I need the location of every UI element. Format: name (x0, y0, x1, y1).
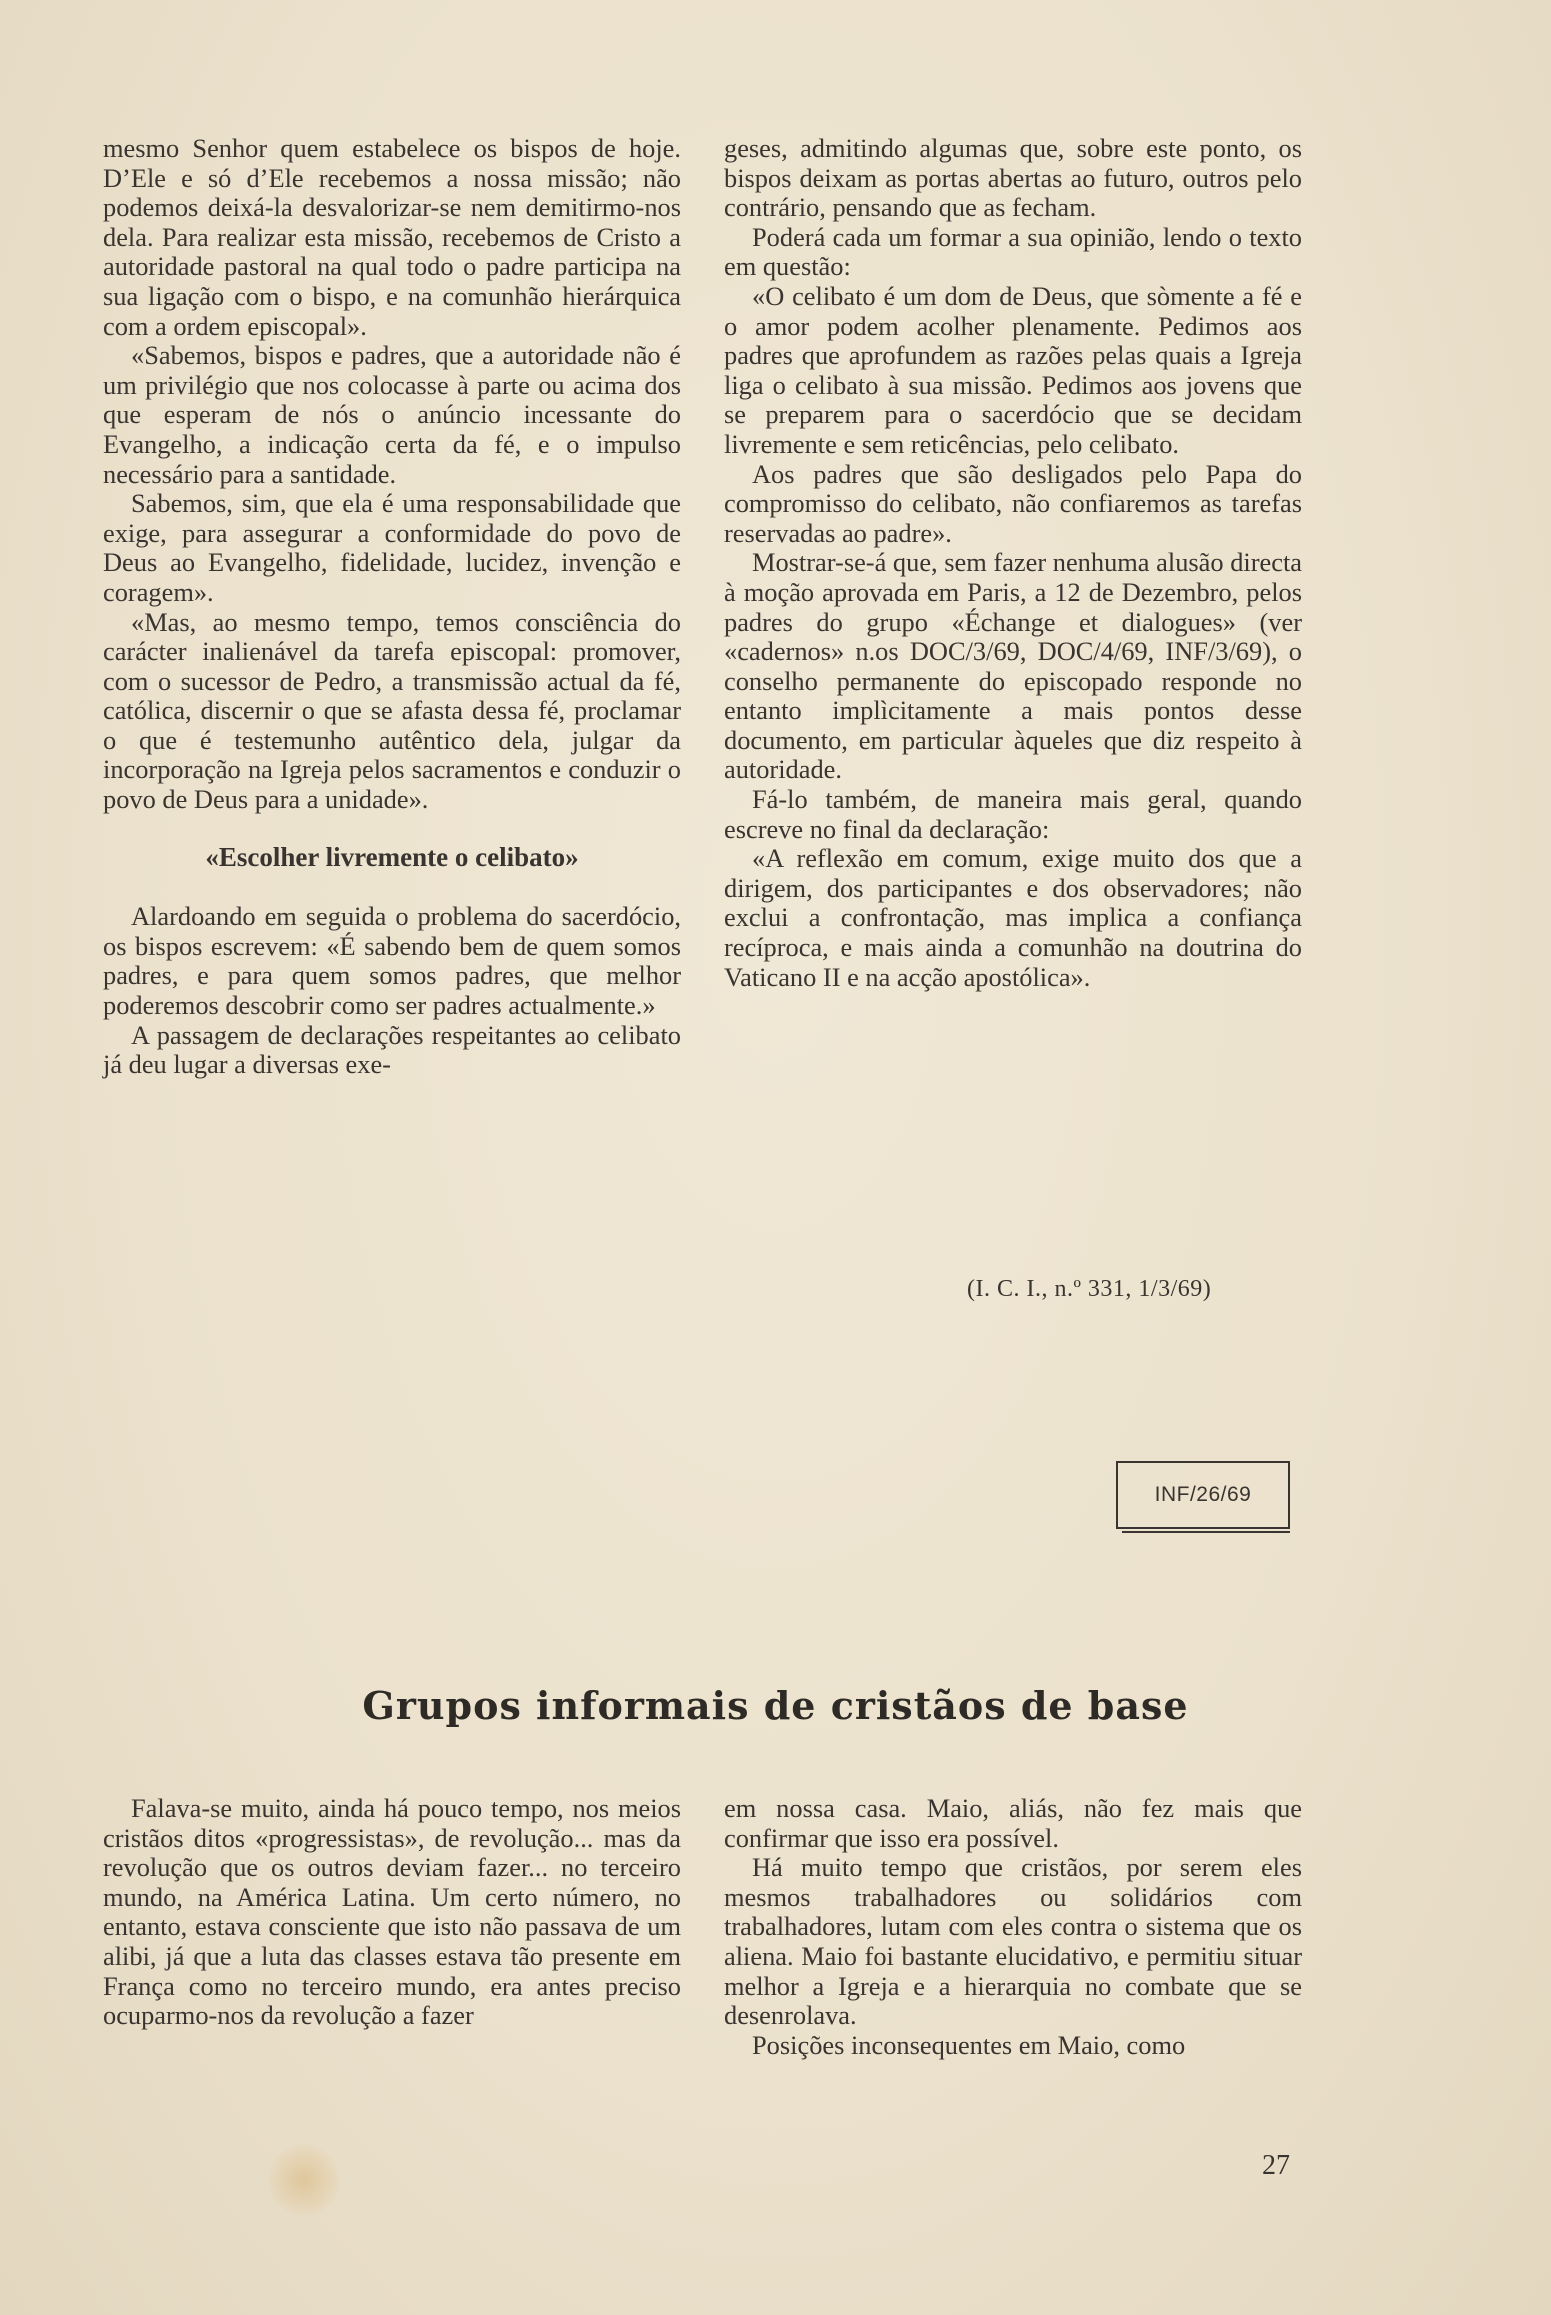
paragraph: «Mas, ao mesmo tempo, temos consciência do carácter inalienável da tarefa episcopal: promover, com o sucessor de Pedro, a transmissão actual da fé, católica, discernir o que se afasta dessa fé, proclamar o que é testemunho autêntico dela, julgar da incorporação na Igreja pelos sacramentos e conduzir o povo de Deus para a unidade». (103, 606, 681, 815)
paragraph: Poderá cada um formar a sua opinião, lendo o texto em questão: (724, 221, 1302, 282)
page-number: 27 (1262, 2150, 1290, 2181)
paragraph: «Sabemos, bispos e padres, que a autoridade não é um privilégio que nos colocasse à parte ou acima dos que esperam de nós o anúncio incessante do Evangelho, a indicação certa da fé, e o impulso necessário para a santidade. (103, 340, 681, 489)
paragraph: Há muito tempo que cristãos, por serem eles mesmos trabalhadores ou solidários com trabalhadores, lutam com eles contra o sistema que os aliena. Maio foi bastante elucidativo, e permitiu situar melhor a Igreja e a hierarquia no combate que se desenrolava. (724, 1852, 1302, 2031)
paragraph: Mostrar-se-á que, sem fazer nenhuma alusão directa à moção aprovada em Paris, a 12 de Dezembro, pelos padres do grupo «Échange et dialogues» (ver «cadernos» n.os DOC/3/69, DOC/4/69, INF/3/69), o conselho permanente do episcopado responde no entanto implìcitamente a mais pontos desse documento, em particular àqueles que diz respeito à autoridade. (724, 547, 1302, 785)
top-right-column (724, 134, 1302, 992)
paragraph: em nossa casa. Maio, aliás, não fez mais que confirmar que isso era possível. (724, 1793, 1302, 1853)
top-left-column (103, 134, 681, 1080)
paragraph: Alardoando em seguida o problema do sacerdócio, os bispos escrevem: «É sabendo bem de quem somos padres, e para quem somos padres, que melhor poderemos descobrir como ser padres actualmente.» (103, 901, 681, 1021)
paragraph: Sabemos, sim, que ela é uma responsabilidade que exige, para assegurar a conformidade do povo de Deus ao Evangelho, fidelidade, lucidez, invenção e coragem». (103, 488, 681, 607)
section-subheading: «Escolher livremente o celibato» (205, 841, 579, 872)
paragraph: Aos padres que são desligados pelo Papa do compromisso do celibato, não confiaremos as tarefas reservadas ao padre». (724, 458, 1302, 548)
paragraph: Fá-lo também, de maneira mais geral, quando escreve no final da declaração: (724, 784, 1302, 844)
paragraph: «O celibato é um dom de Deus, que sòmente a fé e o amor podem acolher plenamente. Pedimos aos padres que aprofundem as razões pelas quais a Igreja liga o celibato à sua missão. Pedimos aos jovens que se preparem para o sacerdócio que se decidam livremente e sem reticências, pelo celibato. (724, 280, 1302, 459)
bottom-right-column (724, 1794, 1302, 2060)
paragraph: A passagem de declarações respeitantes ao celibato já deu lugar a diversas exe- (103, 1019, 681, 1080)
bottom-left-column (103, 1794, 681, 2031)
paragraph: geses, admitindo algumas que, sobre este ponto, os bispos deixam as portas abertas ao futuro, outros pelo contrário, pensando que as fecham. (724, 133, 1302, 223)
article-title: Grupos informais de cristãos de base (362, 1683, 1189, 1728)
paragraph: «A reflexão em comum, exige muito dos que a dirigem, dos participantes e dos observadores; não exclui a confrontação, mas implica a confiança recíproca, e mais ainda a comunhão na doutrina do Vaticano II e na acção apostólica». (724, 843, 1302, 992)
paragraph: Posições inconsequentes em Maio, como (752, 2029, 1186, 2060)
paragraph: mesmo Senhor quem estabelece os bispos de hoje. D’Ele e só d’Ele recebemos a nossa missão; não podemos deixá-la desvalorizar-se nem demitirmo-nos dela. Para realizar esta missão, recebemos de Cristo a autoridade pastoral na qual todo o padre participa na sua ligação com o bispo, e na comunhão hierárquica com a ordem episcopal». (103, 133, 681, 341)
reference-code-box (1116, 1461, 1290, 1529)
source-citation: (I. C. I., n.º 331, 1/3/69) (967, 1276, 1212, 1302)
paragraph: Falava-se muito, ainda há pouco tempo, nos meios cristãos ditos «progressistas», de revolução... mas da revolução que os outros deviam fazer... no terceiro mundo, na América Latina. Um certo número, no entanto, estava consciente que isto não passava de um alibi, já que a luta das classes estava tão presente em França como no terceiro mundo, era antes preciso ocuparmo-nos da revolução a fazer (103, 1793, 681, 2031)
reference-code: INF/26/69 (1154, 1483, 1252, 1506)
paper-stain (268, 2144, 340, 2216)
